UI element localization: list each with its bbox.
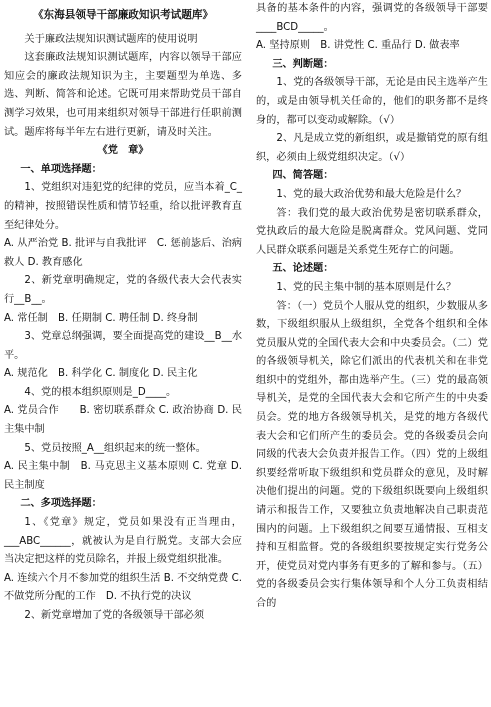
judge-question-2: 2、凡是成立党的新组织，或是撤销党的原有组织，必须由上级党组织决定。（√） (256, 133, 488, 163)
judge-question-1: 1、党的各级领导干部，无论是由民主选举产生的，或是由领导机关任命的，他们的职务都不是终身的，都可以变动或解除。（√） (256, 77, 488, 126)
short-answer-1: 答：我们党的最大政治优势是密切联系群众，党执政后的最大危险是脱离群众。党风问题、党同人民群众联系问题是关系党生死存亡的问题。 (256, 207, 488, 256)
multi-question-2-continued: 具备的基本条件的内容，强调党的各级领导干部要____BCD_____。 (256, 3, 488, 33)
question-5: 5、党员按照_A__组织起来的统一整体。 (24, 442, 206, 454)
document-title: 《东海县领导干部廉政知识考试题库》 (32, 9, 214, 21)
multi-question-1: 1、《党章》规定，党员如果没有正当理由，___ABC______，就被认为是自行脱党。支部大会应当决定把这样的党员除名，并报上级党组织批准。 (4, 517, 242, 566)
question-3-options: A. 规范化 B. 科学化 C. 制度化 D. 民主化 (4, 368, 198, 380)
essay-answer-1: 答：（一）党员个人服从党的组织，少数服从多数，下级组织服从上级组织，全党各个组织和全体党员服从党的全国代表大会和中央委员会。（二）党的各级领导机关，除它们派出的代表机关和在非党组织中的党组外，都由选举产生。（三）党的最高领导机关，是党的全国代表大会和它所产生的中央委员会。党的地方各级领导机关，是党的地方各级代表大会和它们所产生的委员会。党的各级委员会向同级的代表大会负责并报告工作。（四）党的上级组织要经常听取下级组织和党员群众的意见，及时解决他们提出的问题。党的下级组织既要向上级组织请示和报告工作，又要独立负责地解决自己职责范围内的问题。上下级组织之间要互通情报、互相支持和互相监督。党的各级组织要按规定实行党务公开，使党员对党内事务有更多的了解和参与。（五）党的各级委员会实行集体领导和个人分工负责相结合的 (256, 300, 488, 609)
heading-essay: 五、论述题： (272, 263, 334, 275)
heading-short-answer: 四、简答题： (272, 170, 334, 182)
multi-question-2-options: A. 坚持原则 B. 讲党性 C. 重品行 D. 做表率 (256, 40, 460, 52)
essay-question-1: 1、党的民主集中制的基本原则是什么？ (276, 281, 457, 293)
question-3: 3、党章总纲强调，要全面提高党的建设__B__水平。 (4, 331, 242, 361)
multi-question-1-options: A. 连续六个月不参加党的组织生活 B. 不交纳党费 C. 不做党所分配的工作 D. 不执行党的决议 (4, 572, 242, 603)
heading-single-choice: 一、单项选择题： (20, 163, 102, 175)
question-4-options: A. 党员合作 B. 密切联系群众 C. 政治协商 D. 民主集中制 (4, 405, 242, 436)
left-column (4, 0, 242, 626)
question-2-options: A. 常任制 B. 任期制 C. 聘任制 D. 终身制 (4, 312, 198, 324)
short-question-1: 1、党的最大政治优势和最大危险是什么？ (276, 188, 467, 200)
question-1-options: A. 从严治党 B. 批评与自我批评 C. 惩前毖后、治病救人 D. 教育感化 (4, 238, 242, 268)
intro-heading: 关于廉政法规知识测试题库的使用说明 (24, 33, 198, 45)
right-column (256, 0, 488, 614)
multi-question-2: 2、新党章增加了党的各级领导干部必须 (24, 610, 205, 621)
heading-true-false: 三、判断题： (272, 58, 334, 70)
question-5-options: A. 民主集中制 B. 马克思主义基本原则 C. 党章 D. 民主制度 (4, 461, 242, 491)
question-4: 4、党的根本组织原则是_D____。 (24, 386, 177, 398)
intro-body: 这套廉政法规知识测试题库，内容以领导干部应知应会的廉政法规知识为主，主要题型为单选、多选、判断、简答和论述。它既可用来帮助党员干部自测学习效果，也可用来组织对领导干部进行任职前测试。题库将每半年左右进行更新，请及时关注。 (4, 52, 242, 138)
heading-multi-choice: 二、多项选择题： (20, 498, 102, 510)
question-2: 2、新党章明确规定，党的各级代表大会代表实行__B__。 (4, 275, 242, 305)
question-1: 1、党组织对违犯党的纪律的党员，应当本着_C_的精神，按照错误性质和情节轻重，给以批评教育直至纪律处分。 (4, 182, 242, 231)
section-title: 《党 章》 (97, 145, 149, 157)
